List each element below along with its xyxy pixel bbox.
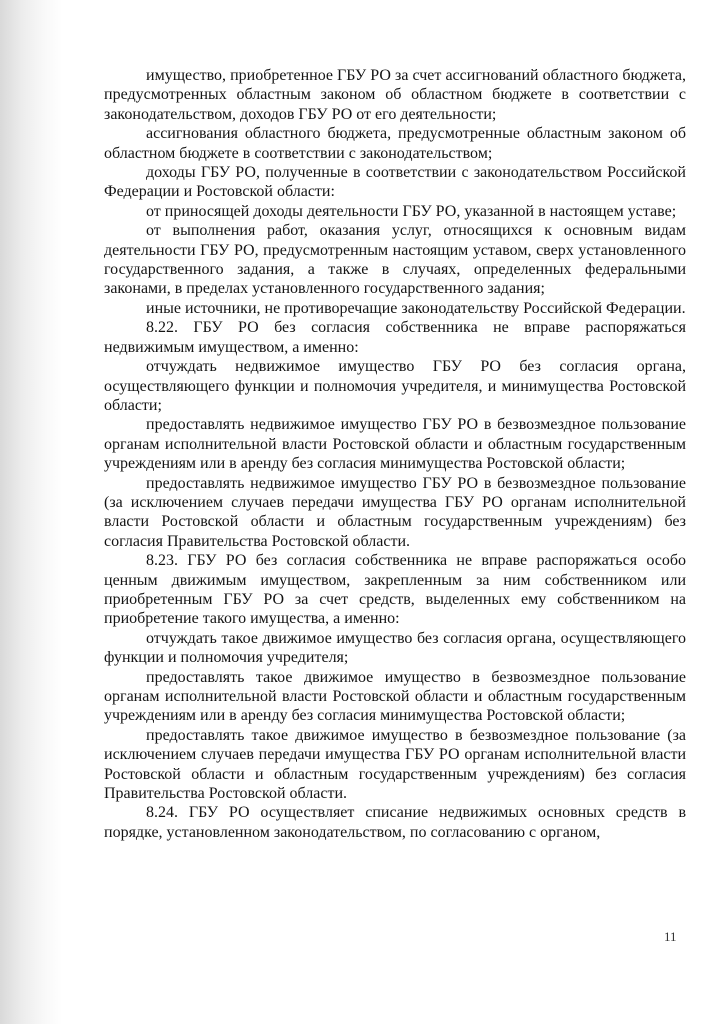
paragraph-income-activity: от приносящей доходы деятельности ГБУ РО, указанной в настоящем уставе; — [146, 202, 677, 220]
binding-shadow — [0, 0, 62, 1024]
page-number: 11 — [664, 929, 677, 944]
paragraph-budget-allocations: ассигнования областного бюджета, предусмотренные областным законом об областном бюджете в соответствии с законодательством; — [104, 125, 686, 162]
paragraph-other-sources: иные источники, не противоречащие законодательству Российской Федерации. — [146, 299, 686, 317]
paragraph-movable-free-use: предоставлять такое движимое имущество в безвозмездное пользование (за исключением случаев передачи имущества ГБУ РО органам исполнительной власти Ростовской области и областным государственным учреждениям) без согласия Правительства Ростовской области. — [104, 726, 686, 803]
paragraph-alienate-real-estate: отчуждать недвижимое имущество ГБУ РО без согласия органа, осуществляющего функции и полномочия учредителя, и минимущества Ростовской области; — [104, 358, 686, 414]
body-text — [104, 66, 686, 842]
clause-8-24: 8.24. ГБУ РО осуществляет списание недвижимых основных средств в порядке, установленном законодательством, по согласованию с органом, — [104, 804, 686, 841]
paragraph-real-estate-free-use: предоставлять недвижимое имущество ГБУ РО в безвозмездное пользование (за исключением случаев передачи имущества ГБУ РО органам исполнительной власти Ростовской области и областным государственным учреждениям) без согласия Правительства Ростовской области. — [104, 474, 686, 550]
paragraph-alienate-movable: отчуждать такое движимое имущество без согласия органа, осуществляющего функции и полномочия учредителя; — [104, 629, 686, 667]
paragraph-real-estate-use-lease: предоставлять недвижимое имущество ГБУ РО в безвозмездное пользование органам исполнительной власти Ростовской области и областным государственным учреждениям или в аренду без согласия минимущества Ростовской области; — [104, 416, 686, 473]
paragraph-property-acquired: имущество, приобретенное ГБУ РО за счет ассигнований областного бюджета, предусмотренных областным законом об областном бюджете в соответствии с законодательством, доходов ГБУ РО от его деятельности; — [104, 67, 686, 123]
clause-8-23: 8.23. ГБУ РО без согласия собственника не вправе распоряжаться особо ценным движимым имуществом, закрепленным за ним собственником или приобретенным ГБУ РО за счет средств, выделенных ему собственником на приобретение такого имущества, а именно: — [104, 552, 686, 628]
clause-8-22: 8.22. ГБУ РО без согласия собственника не вправе распоряжаться недвижимым имуществом, а именно: — [104, 319, 686, 356]
paragraph-income-works: от выполнения работ, оказания услуг, относящихся к основным видам деятельности ГБУ РО, предусмотренным настоящим уставом, сверх установленного государственного задания, а также в случаях, определенных федеральными законами, в пределах установленного государственного задания; — [104, 222, 686, 298]
paragraph-movable-use-lease: предоставлять такое движимое имущество в безвозмездное пользование органам исполнительной власти Ростовской области и областным государственным учреждениям или в аренду без согласия минимущества Ростовской области; — [104, 668, 686, 725]
paragraph-income: доходы ГБУ РО, полученные в соответствии с законодательством Российской Федерации и Ростовской области: — [104, 164, 686, 201]
